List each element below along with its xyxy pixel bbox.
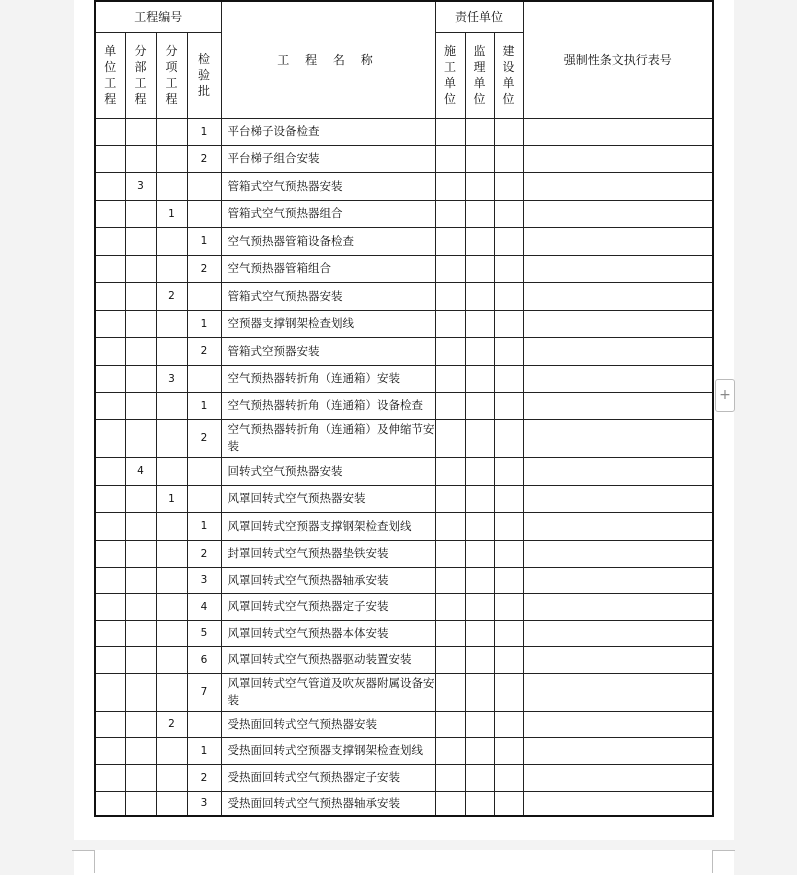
- construction-cell: [435, 118, 465, 145]
- division-cell: [125, 337, 156, 365]
- form-number-cell: [523, 593, 713, 620]
- project-name-cell: 风罩回转式空气管道及吹灰器附属设备安装: [221, 673, 435, 711]
- unit-cell: [95, 512, 125, 540]
- owner-cell: [494, 485, 523, 512]
- lot-cell: 6: [187, 646, 221, 673]
- construction-cell: [435, 419, 465, 457]
- division-cell: [125, 200, 156, 227]
- header-supervision-unit: 监理单位: [465, 32, 494, 118]
- project-name-cell: 受热面回转式空气预热器安装: [221, 711, 435, 737]
- form-number-cell: [523, 282, 713, 310]
- unit-cell: [95, 145, 125, 172]
- division-cell: [125, 485, 156, 512]
- owner-cell: [494, 567, 523, 593]
- lot-cell: 1: [187, 227, 221, 255]
- supervision-cell: [465, 791, 494, 816]
- table-row: [95, 419, 713, 457]
- unit-cell: [95, 365, 125, 392]
- lot-cell: [187, 457, 221, 485]
- division-cell: [125, 227, 156, 255]
- lot-cell: [187, 200, 221, 227]
- unit-cell: [95, 118, 125, 145]
- owner-cell: [494, 200, 523, 227]
- form-number-cell: [523, 711, 713, 737]
- subitem-cell: [156, 457, 187, 485]
- unit-cell: [95, 227, 125, 255]
- division-cell: [125, 567, 156, 593]
- lot-cell: 1: [187, 737, 221, 764]
- subitem-cell: 1: [156, 485, 187, 512]
- division-cell: 4: [125, 457, 156, 485]
- supervision-cell: [465, 365, 494, 392]
- construction-cell: [435, 737, 465, 764]
- subitem-cell: [156, 392, 187, 419]
- table-row: [95, 791, 713, 816]
- form-number-cell: [523, 540, 713, 567]
- lot-cell: 1: [187, 512, 221, 540]
- unit-cell: [95, 593, 125, 620]
- construction-cell: [435, 310, 465, 337]
- form-number-cell: [523, 567, 713, 593]
- project-name-cell: 管箱式空预器安装: [221, 337, 435, 365]
- header-responsible-unit: 责任单位: [435, 1, 523, 32]
- crop-mark-left: [72, 850, 95, 873]
- subitem-cell: [156, 118, 187, 145]
- subitem-cell: [156, 791, 187, 816]
- supervision-cell: [465, 512, 494, 540]
- supervision-cell: [465, 337, 494, 365]
- form-number-cell: [523, 310, 713, 337]
- division-cell: [125, 145, 156, 172]
- table-row: [95, 540, 713, 567]
- supervision-cell: [465, 593, 494, 620]
- construction-cell: [435, 255, 465, 282]
- division-cell: [125, 282, 156, 310]
- supervision-cell: [465, 673, 494, 711]
- unit-cell: [95, 673, 125, 711]
- table-row: [95, 512, 713, 540]
- table-row: [95, 673, 713, 711]
- header-project-code: 工程编号: [95, 1, 221, 32]
- supervision-cell: [465, 419, 494, 457]
- lot-cell: 5: [187, 620, 221, 646]
- subitem-cell: [156, 255, 187, 282]
- lot-cell: 2: [187, 145, 221, 172]
- owner-cell: [494, 365, 523, 392]
- header-mandatory-form: 强制性条文执行表号: [523, 1, 713, 118]
- add-comment-button[interactable]: +: [715, 379, 735, 412]
- form-number-cell: [523, 485, 713, 512]
- header-owner-unit: 建设单位: [494, 32, 523, 118]
- project-name-cell: 空预器支撑钢架检查划线: [221, 310, 435, 337]
- unit-cell: [95, 620, 125, 646]
- form-number-cell: [523, 737, 713, 764]
- table-row: [95, 282, 713, 310]
- owner-cell: [494, 620, 523, 646]
- project-name-cell: 风罩回转式空气预热器本体安装: [221, 620, 435, 646]
- table-row: [95, 172, 713, 200]
- supervision-cell: [465, 485, 494, 512]
- table-row: [95, 646, 713, 673]
- supervision-cell: [465, 310, 494, 337]
- project-name-cell: 空气预热器管箱组合: [221, 255, 435, 282]
- table-row: [95, 593, 713, 620]
- construction-cell: [435, 337, 465, 365]
- lot-cell: 1: [187, 118, 221, 145]
- construction-cell: [435, 392, 465, 419]
- project-name-cell: 管箱式空气预热器安装: [221, 172, 435, 200]
- supervision-cell: [465, 646, 494, 673]
- form-number-cell: [523, 145, 713, 172]
- project-name-cell: 平台梯子设备检查: [221, 118, 435, 145]
- lot-cell: 2: [187, 540, 221, 567]
- division-cell: [125, 646, 156, 673]
- subitem-cell: [156, 419, 187, 457]
- crop-mark-right: [712, 850, 735, 873]
- subitem-cell: [156, 337, 187, 365]
- form-number-cell: [523, 392, 713, 419]
- subitem-cell: [156, 764, 187, 791]
- lot-cell: [187, 485, 221, 512]
- division-cell: [125, 737, 156, 764]
- division-cell: [125, 512, 156, 540]
- project-name-cell: 管箱式空气预热器组合: [221, 200, 435, 227]
- unit-cell: [95, 200, 125, 227]
- engineering-table: [94, 0, 714, 817]
- supervision-cell: [465, 145, 494, 172]
- division-cell: [125, 593, 156, 620]
- unit-cell: [95, 485, 125, 512]
- owner-cell: [494, 646, 523, 673]
- supervision-cell: [465, 620, 494, 646]
- construction-cell: [435, 567, 465, 593]
- division-cell: [125, 118, 156, 145]
- supervision-cell: [465, 567, 494, 593]
- division-cell: [125, 620, 156, 646]
- construction-cell: [435, 593, 465, 620]
- form-number-cell: [523, 457, 713, 485]
- construction-cell: [435, 145, 465, 172]
- owner-cell: [494, 118, 523, 145]
- project-name-cell: 管箱式空气预热器安装: [221, 282, 435, 310]
- supervision-cell: [465, 282, 494, 310]
- division-cell: [125, 419, 156, 457]
- supervision-cell: [465, 118, 494, 145]
- division-cell: [125, 791, 156, 816]
- table-row: [95, 365, 713, 392]
- lot-cell: 2: [187, 255, 221, 282]
- next-page-edge: [74, 850, 734, 875]
- division-cell: [125, 310, 156, 337]
- construction-cell: [435, 673, 465, 711]
- form-number-cell: [523, 673, 713, 711]
- construction-cell: [435, 200, 465, 227]
- unit-cell: [95, 419, 125, 457]
- owner-cell: [494, 791, 523, 816]
- lot-cell: [187, 711, 221, 737]
- project-name-cell: 风罩回转式空预器支撑钢架检查划线: [221, 512, 435, 540]
- owner-cell: [494, 172, 523, 200]
- form-number-cell: [523, 200, 713, 227]
- lot-cell: 2: [187, 419, 221, 457]
- project-name-cell: 空气预热器管箱设备检查: [221, 227, 435, 255]
- unit-cell: [95, 711, 125, 737]
- construction-cell: [435, 172, 465, 200]
- lot-cell: [187, 172, 221, 200]
- unit-cell: [95, 457, 125, 485]
- subitem-cell: [156, 673, 187, 711]
- supervision-cell: [465, 540, 494, 567]
- lot-cell: 4: [187, 593, 221, 620]
- project-name-cell: 回转式空气预热器安装: [221, 457, 435, 485]
- form-number-cell: [523, 791, 713, 816]
- construction-cell: [435, 485, 465, 512]
- project-name-cell: 空气预热器转折角（连通箱）及伸缩节安装: [221, 419, 435, 457]
- supervision-cell: [465, 457, 494, 485]
- construction-cell: [435, 791, 465, 816]
- subitem-cell: 3: [156, 365, 187, 392]
- project-name-cell: 风罩回转式空气预热器驱动装置安装: [221, 646, 435, 673]
- table-row: [95, 457, 713, 485]
- subitem-cell: 2: [156, 711, 187, 737]
- project-name-cell: 风罩回转式空气预热器安装: [221, 485, 435, 512]
- subitem-cell: [156, 310, 187, 337]
- division-cell: [125, 540, 156, 567]
- table-row: [95, 764, 713, 791]
- lot-cell: [187, 365, 221, 392]
- owner-cell: [494, 227, 523, 255]
- subitem-cell: [156, 646, 187, 673]
- lot-cell: 3: [187, 791, 221, 816]
- project-name-cell: 封罩回转式空气预热器垫铁安装: [221, 540, 435, 567]
- division-cell: 3: [125, 172, 156, 200]
- unit-cell: [95, 764, 125, 791]
- form-number-cell: [523, 227, 713, 255]
- owner-cell: [494, 673, 523, 711]
- division-cell: [125, 255, 156, 282]
- table-row: [95, 118, 713, 145]
- subitem-cell: [156, 620, 187, 646]
- division-cell: [125, 365, 156, 392]
- supervision-cell: [465, 255, 494, 282]
- owner-cell: [494, 282, 523, 310]
- unit-cell: [95, 255, 125, 282]
- owner-cell: [494, 145, 523, 172]
- subitem-cell: [156, 540, 187, 567]
- subitem-cell: [156, 227, 187, 255]
- division-cell: [125, 764, 156, 791]
- header-division-project: 分部工程: [125, 32, 156, 118]
- table-row: [95, 200, 713, 227]
- construction-cell: [435, 512, 465, 540]
- construction-cell: [435, 620, 465, 646]
- table-row: [95, 310, 713, 337]
- construction-cell: [435, 646, 465, 673]
- subitem-cell: 1: [156, 200, 187, 227]
- form-number-cell: [523, 620, 713, 646]
- subitem-cell: [156, 737, 187, 764]
- unit-cell: [95, 310, 125, 337]
- owner-cell: [494, 419, 523, 457]
- header-unit-project: 单位工程: [95, 32, 125, 118]
- owner-cell: [494, 392, 523, 419]
- owner-cell: [494, 457, 523, 485]
- construction-cell: [435, 227, 465, 255]
- project-name-cell: 空气预热器转折角（连通箱）设备检查: [221, 392, 435, 419]
- unit-cell: [95, 337, 125, 365]
- supervision-cell: [465, 392, 494, 419]
- owner-cell: [494, 711, 523, 737]
- unit-cell: [95, 737, 125, 764]
- project-name-cell: 风罩回转式空气预热器轴承安装: [221, 567, 435, 593]
- header-inspection-lot: 检验批: [187, 32, 221, 118]
- project-name-cell: 受热面回转式空气预热器轴承安装: [221, 791, 435, 816]
- lot-cell: 2: [187, 337, 221, 365]
- construction-cell: [435, 540, 465, 567]
- table-row: [95, 567, 713, 593]
- supervision-cell: [465, 172, 494, 200]
- lot-cell: 1: [187, 310, 221, 337]
- table-row: [95, 485, 713, 512]
- subitem-cell: 2: [156, 282, 187, 310]
- unit-cell: [95, 392, 125, 419]
- form-number-cell: [523, 172, 713, 200]
- owner-cell: [494, 540, 523, 567]
- unit-cell: [95, 646, 125, 673]
- table-row: [95, 620, 713, 646]
- header-construction-unit: 施工单位: [435, 32, 465, 118]
- supervision-cell: [465, 200, 494, 227]
- unit-cell: [95, 540, 125, 567]
- owner-cell: [494, 764, 523, 791]
- table-row: [95, 337, 713, 365]
- subitem-cell: [156, 145, 187, 172]
- project-name-cell: 平台梯子组合安装: [221, 145, 435, 172]
- construction-cell: [435, 365, 465, 392]
- owner-cell: [494, 512, 523, 540]
- construction-cell: [435, 282, 465, 310]
- division-cell: [125, 673, 156, 711]
- supervision-cell: [465, 227, 494, 255]
- unit-cell: [95, 282, 125, 310]
- table-row: [95, 711, 713, 737]
- unit-cell: [95, 791, 125, 816]
- table-row: [95, 392, 713, 419]
- table-row: [95, 145, 713, 172]
- division-cell: [125, 392, 156, 419]
- project-name-cell: 空气预热器转折角（连通箱）安装: [221, 365, 435, 392]
- project-name-cell: 受热面回转式空气预热器定子安装: [221, 764, 435, 791]
- construction-cell: [435, 711, 465, 737]
- table-row: [95, 737, 713, 764]
- form-number-cell: [523, 365, 713, 392]
- lot-cell: 3: [187, 567, 221, 593]
- unit-cell: [95, 567, 125, 593]
- owner-cell: [494, 255, 523, 282]
- table-row: [95, 255, 713, 282]
- table-row: [95, 227, 713, 255]
- owner-cell: [494, 310, 523, 337]
- owner-cell: [494, 337, 523, 365]
- division-cell: [125, 711, 156, 737]
- owner-cell: [494, 593, 523, 620]
- lot-cell: 7: [187, 673, 221, 711]
- supervision-cell: [465, 764, 494, 791]
- form-number-cell: [523, 512, 713, 540]
- supervision-cell: [465, 737, 494, 764]
- form-number-cell: [523, 419, 713, 457]
- subitem-cell: [156, 567, 187, 593]
- owner-cell: [494, 737, 523, 764]
- lot-cell: [187, 282, 221, 310]
- form-number-cell: [523, 764, 713, 791]
- header-project-name: 工 程 名 称: [221, 1, 435, 118]
- unit-cell: [95, 172, 125, 200]
- supervision-cell: [465, 711, 494, 737]
- subitem-cell: [156, 593, 187, 620]
- form-number-cell: [523, 646, 713, 673]
- form-number-cell: [523, 255, 713, 282]
- construction-cell: [435, 764, 465, 791]
- project-name-cell: 受热面回转式空预器支撑钢架检查划线: [221, 737, 435, 764]
- subitem-cell: [156, 512, 187, 540]
- project-name-cell: 风罩回转式空气预热器定子安装: [221, 593, 435, 620]
- construction-cell: [435, 457, 465, 485]
- lot-cell: 1: [187, 392, 221, 419]
- lot-cell: 2: [187, 764, 221, 791]
- form-number-cell: [523, 337, 713, 365]
- header-subitem-project: 分项工程: [156, 32, 187, 118]
- form-number-cell: [523, 118, 713, 145]
- subitem-cell: [156, 172, 187, 200]
